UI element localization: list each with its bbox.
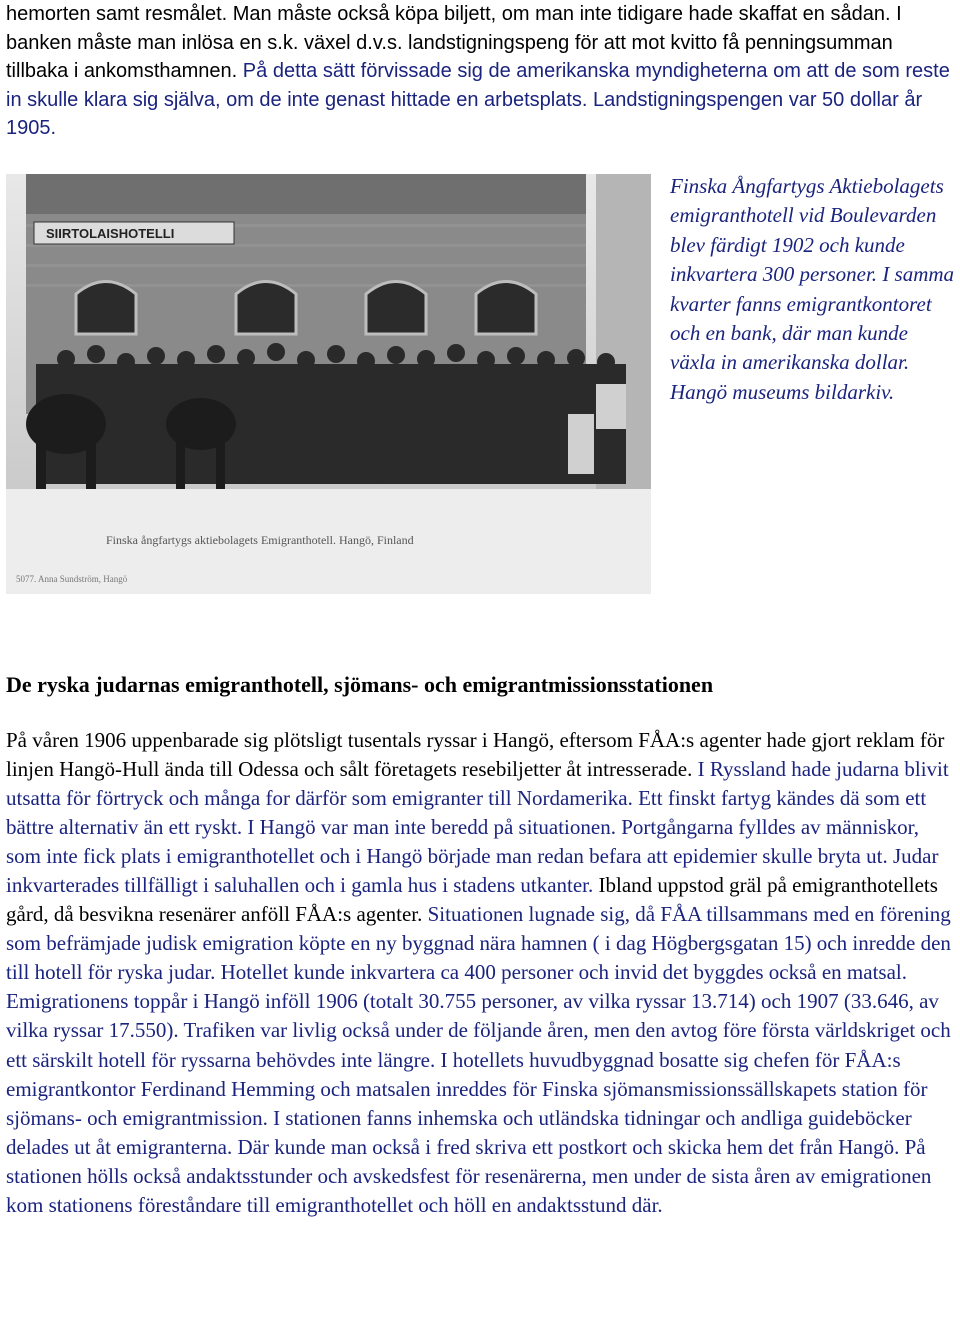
body-paragraph bbox=[6, 726, 956, 1220]
body-sentence: Ibland uppstod gräl på emigranthotellets gård, då besvikna resenärer anföll FÅA:s agenter. bbox=[6, 873, 938, 927]
intro-paragraph bbox=[6, 0, 954, 143]
intro-text-part-1: hemorten samt resmålet. Man måste också köpa biljett, om man inte tidigare hade skaffat en sådan. I banken måste man inlösa en s.k. växel d.v.s. landstigningspeng för att mot kvitto få penningsumman tillbaka i ankomsthamnen. bbox=[6, 3, 902, 83]
body-sentence: Emigrationens toppår i Hangö inföll 1906 (totalt 30.755 personer, av vilka ryssar 13.714) och 1907 (33.646, av vilka ryssar 17.550). bbox=[6, 989, 939, 1043]
emigrant-hotel-photo bbox=[6, 174, 651, 594]
body-sentence: Judar inkvarterades tillfälligt i saluhallen och i gamla hus i stadens utkanter. bbox=[6, 844, 939, 898]
caption-part-2: I samma kvarter fanns emigrantkontoret och en bank, där man kunde växla in amerikanska dollar. Hangö museums bildarkiv. bbox=[670, 262, 955, 404]
hotel-sign-text: SIIRTOLAISHOTELLI bbox=[46, 226, 175, 241]
body-sentence: Trafiken var livlig också under de följande åren, men den avtog före första världskriget och ett särskilt hotell för ryssarna behövdes inte längre. bbox=[6, 1018, 951, 1072]
body-sentence: Ett finskt fartyg kändes dä som ett bättre alternativ än ett ryskt. I Hangö var man inte beredd på situationen. bbox=[6, 786, 927, 840]
body-sentence: I stationen fanns inhemska och utländska tidningar och andliga guideböcker delades ut åt emigranterna. bbox=[6, 1105, 912, 1159]
body-sentence: Situationen lugnade sig, då FÅA tillsammans med en förening som befrämjade judisk emigration köpte en ny byggnad nära hamnen ( i dag Högbergsgatan 15) och inredde den till hotell för ryska judar. bbox=[6, 902, 951, 985]
caption-part-1: Finska Ångfartygs Aktiebolagets emigranthotell vid Boulevarden blev färdigt 1902 och kunde inkvartera 300 personer. bbox=[670, 174, 944, 287]
photo-illustration bbox=[6, 174, 651, 594]
photo-stamp: 5077. Anna Sundström, Hangö bbox=[16, 574, 128, 584]
body-sentence: I Ryssland hade judarna blivit utsatta för förtryck och många for därför som emigranter till Nordamerika. bbox=[6, 757, 949, 811]
body-sentence: Där kunde man också i fred skriva ett postkort och skicka hem det från Hangö. bbox=[237, 1134, 905, 1159]
body-sentence: Hotellet kunde inkvartera ca 400 personer och invid det byggdes också en matsal. bbox=[220, 960, 907, 985]
section-heading: De ryska judarnas emigranthotell, sjömans- och emigrantmissionsstationen bbox=[6, 672, 714, 697]
intro-text-part-2: På detta sätt förvissade sig de amerikanska myndigheterna om att de som reste in skulle klara sig själva, om de inte genast hittade en arbetsplats. Landstigningspengen var 50 dollar år 1905. bbox=[6, 60, 950, 140]
body-sentence: På stationen hölls också andaktsstunder och avskedsfest för resenärerna, men under de sista åren av emigrationen kom stationens föreståndare till emigranthotellet och höll en andaktsstund där. bbox=[6, 1134, 932, 1217]
crowd bbox=[36, 343, 626, 484]
body-sentence: På våren 1906 uppenbarade sig plötsligt tusentals ryssar i Hangö, eftersom FÅA:s agenter hade gjort reklam för linjen Hangö-Hull ända till Odessa och sålt företagets resebiljetter åt intresserade. bbox=[6, 728, 945, 782]
body-sentence: I hotellets huvudbyggnad bosatte sig chefen för FÅA:s emigrantkontor Ferdinand Hemming och matsalen inreddes för Finska sjömansmissionssällskapets station för sjömans- och emigrantmission. bbox=[6, 1047, 928, 1130]
photo-caption bbox=[670, 172, 955, 407]
body-sentence: Portgångarna fylldes av människor, som inte fick plats i emigranthotellet och i Hangö började man redan befara att epidemier skulle bryta ut. bbox=[6, 815, 919, 869]
photo-inscription: Finska ångfartygs aktiebolagets Emigranthotell. Hangö, Finland bbox=[106, 533, 414, 547]
